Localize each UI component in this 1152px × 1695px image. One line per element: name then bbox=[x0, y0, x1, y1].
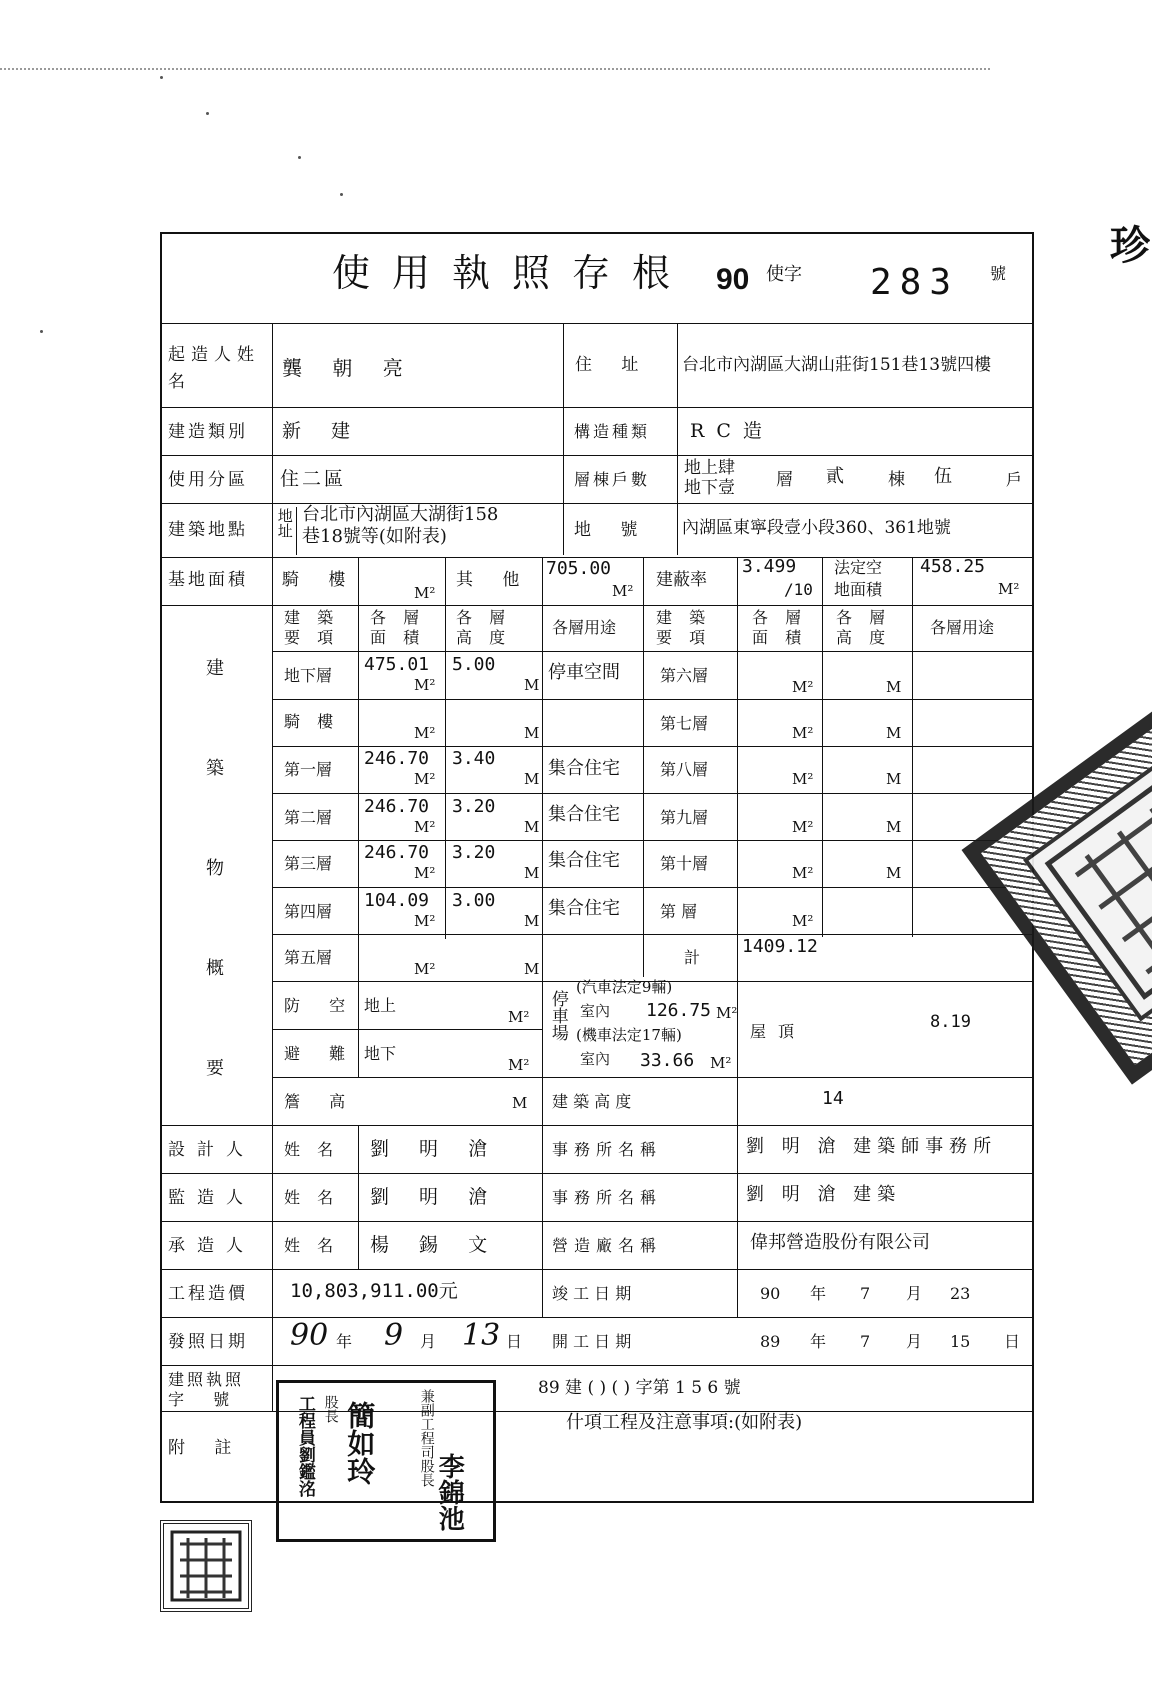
floor-row-use: 集合住宅 bbox=[548, 804, 620, 825]
area-unit: M² bbox=[414, 864, 436, 882]
household-unit: 戶 bbox=[1006, 470, 1023, 489]
moto-parking-area: 33.66 bbox=[640, 1050, 695, 1071]
area-unit: M² bbox=[792, 818, 814, 836]
area-unit: M² bbox=[792, 864, 814, 882]
supervisor-name: 劉 明 滄 bbox=[370, 1186, 500, 1208]
start-day: 15 bbox=[950, 1332, 971, 1351]
stamp-director: 李錦池 bbox=[434, 1453, 465, 1531]
year-unit: 年 bbox=[336, 1332, 353, 1351]
floor-row-name: 第一層 bbox=[284, 760, 333, 779]
area-unit: M² bbox=[414, 960, 436, 978]
start-year: 89 bbox=[760, 1332, 781, 1351]
permit-suffix: 號 bbox=[990, 264, 1007, 283]
scan-artifact-line bbox=[0, 68, 990, 70]
shelter-above: 地上 bbox=[364, 996, 397, 1015]
open-space-label-2: 地面積 bbox=[834, 580, 883, 599]
coverage-value: 3.499 bbox=[742, 556, 797, 577]
building-unit: 棟 bbox=[888, 470, 905, 490]
floor-row-name: 第七層 bbox=[660, 714, 709, 733]
permit-ref-label: 字 號 bbox=[168, 1390, 242, 1409]
eave-height-label: 簷 高 bbox=[284, 1092, 358, 1111]
height-unit: M bbox=[524, 912, 540, 930]
floor-row-height: 3.20 bbox=[452, 796, 496, 817]
build-type-value: 新 建 bbox=[282, 420, 363, 442]
office-label: 事務所名稱 bbox=[552, 1188, 663, 1207]
stamp-director-title: 兼副工程司股長 bbox=[418, 1389, 435, 1487]
remarks-text: 什項工程及注意事項:(如附表) bbox=[566, 1412, 803, 1433]
designer-label: 設計人 bbox=[168, 1140, 255, 1160]
indoor-label: 室內 bbox=[580, 1002, 611, 1020]
area-unit: M² bbox=[792, 724, 814, 742]
zone-value: 住二區 bbox=[280, 468, 347, 490]
permit-ref-label: 建照執照 bbox=[168, 1370, 245, 1389]
building-height-value: 14 bbox=[822, 1088, 844, 1109]
header-height: 各 層 bbox=[836, 608, 892, 627]
issue-day: 13 bbox=[462, 1318, 501, 1353]
start-month: 7 bbox=[860, 1332, 871, 1351]
structure-label: 構造種類 bbox=[574, 422, 651, 441]
open-space-value: 458.25 bbox=[920, 556, 986, 577]
coverage-suffix: /10 bbox=[784, 580, 813, 599]
height-unit: M bbox=[524, 724, 540, 742]
edge-text-fragment: 珍 bbox=[1110, 222, 1150, 269]
zone-label: 使用分區 bbox=[168, 470, 248, 490]
header-height: 高 度 bbox=[456, 628, 512, 647]
year-unit: 年 bbox=[810, 1332, 827, 1351]
address-tag: 地址 bbox=[275, 508, 294, 538]
car-parking-area: 126.75 bbox=[646, 1000, 712, 1021]
lot-label: 地 號 bbox=[574, 520, 650, 540]
floor-row-name: 地下層 bbox=[284, 666, 333, 685]
floors-label: 層棟戶數 bbox=[574, 470, 651, 489]
name-label: 姓 名 bbox=[284, 1140, 340, 1159]
header-area: 面 積 bbox=[370, 628, 426, 647]
issue-date-label: 發照日期 bbox=[168, 1332, 248, 1352]
floor-row-height: 3.40 bbox=[452, 748, 496, 769]
building-height-label: 建 築 高 度 bbox=[552, 1092, 632, 1111]
site-area-label: 基地面積 bbox=[168, 570, 248, 590]
build-type-label: 建造類別 bbox=[168, 422, 248, 442]
floor-row-area: 246.70 bbox=[364, 748, 430, 769]
section-char: 築 bbox=[206, 758, 224, 779]
permit-word: 使字 bbox=[766, 264, 802, 285]
owner-label: 起造人姓名 bbox=[168, 345, 260, 393]
height-unit: M bbox=[886, 770, 902, 788]
scan-speck bbox=[340, 193, 343, 196]
stamp-officer: 簡如玲 bbox=[343, 1401, 377, 1485]
header-item: 建 築 bbox=[656, 608, 712, 627]
floor-row-use: 停車空間 bbox=[548, 662, 620, 683]
issue-year: 90 bbox=[290, 1318, 329, 1353]
month-unit: 月 bbox=[420, 1332, 437, 1351]
site-address-line1: 台北市內湖區大湖街158 bbox=[302, 504, 499, 525]
header-area: 各 層 bbox=[752, 608, 808, 627]
section-char: 建 bbox=[206, 658, 224, 679]
location-label: 建築地點 bbox=[168, 520, 248, 540]
stamp-chief: 股長 bbox=[322, 1395, 339, 1423]
owner-address: 台北市內湖區大湖山莊街151巷13號四樓 bbox=[682, 355, 992, 375]
permit-number: 283 bbox=[870, 262, 960, 303]
floor-row-use: 集合住宅 bbox=[548, 758, 620, 779]
scan-speck bbox=[40, 330, 43, 333]
floor-row-name: 第十層 bbox=[660, 854, 709, 873]
section-char: 概 bbox=[206, 958, 224, 979]
stamp-engineer: 工程員劉鑑洺 bbox=[294, 1395, 315, 1497]
floors-above: 地上肆 bbox=[684, 458, 735, 478]
floor-row-name: 第二層 bbox=[284, 808, 333, 827]
roof-value: 8.19 bbox=[930, 1012, 971, 1032]
floor-row-height: 3.20 bbox=[452, 842, 496, 863]
section-char: 物 bbox=[206, 858, 224, 879]
area-unit: M² bbox=[792, 912, 814, 930]
header-item: 要 項 bbox=[284, 628, 340, 647]
floors-below: 地下壹 bbox=[684, 478, 735, 498]
contractor-name: 楊 錫 文 bbox=[370, 1234, 500, 1256]
floor-row-use: 集合住宅 bbox=[548, 850, 620, 871]
floor-row-height: 5.00 bbox=[452, 654, 496, 675]
supervisor-label: 監造人 bbox=[168, 1188, 255, 1208]
shelter-label-1: 防 空 bbox=[284, 996, 358, 1015]
start-date-label: 開 工 日 期 bbox=[552, 1332, 632, 1351]
open-space-label-1: 法定空 bbox=[834, 558, 883, 577]
official-seal-inner bbox=[1023, 748, 1152, 1021]
area-unit: M² bbox=[414, 770, 436, 788]
floor-row-height: 3.00 bbox=[452, 890, 496, 911]
month-unit: 月 bbox=[906, 1332, 923, 1351]
floor-row-use: 集合住宅 bbox=[548, 898, 620, 919]
area-unit: M² bbox=[414, 818, 436, 836]
designer-name: 劉 明 滄 bbox=[370, 1138, 500, 1160]
building-count: 貳 bbox=[826, 466, 844, 487]
area-unit: M² bbox=[508, 1008, 530, 1026]
other-area-value: 705.00 bbox=[546, 558, 612, 579]
floor-row-name: 第三層 bbox=[284, 854, 333, 873]
contractor-firm: 偉邦營造股份有限公司 bbox=[750, 1232, 930, 1253]
header-item: 要 項 bbox=[656, 628, 712, 647]
area-unit: M² bbox=[716, 1004, 738, 1022]
header-height: 各 層 bbox=[456, 608, 512, 627]
scan-speck bbox=[298, 156, 301, 159]
remarks-label: 附 註 bbox=[168, 1438, 244, 1458]
total-area-value: 1409.12 bbox=[742, 936, 818, 957]
height-unit: M bbox=[512, 1094, 528, 1112]
name-label: 姓 名 bbox=[284, 1236, 340, 1255]
document-title: 使用執照存根 bbox=[332, 251, 693, 295]
other-area-unit: M² bbox=[612, 582, 634, 600]
floor-row-name: 第六層 bbox=[660, 666, 709, 685]
name-label: 姓 名 bbox=[284, 1188, 340, 1207]
floor-row-area: 246.70 bbox=[364, 796, 430, 817]
section-char: 要 bbox=[206, 1058, 224, 1079]
floor-row-name: 第五層 bbox=[284, 948, 333, 967]
floor-row-area: 104.09 bbox=[364, 890, 430, 911]
header-area: 各 層 bbox=[370, 608, 426, 627]
floor-row-area: 475.01 bbox=[364, 654, 430, 675]
height-unit: M bbox=[886, 678, 902, 696]
area-unit: M² bbox=[414, 724, 436, 742]
car-quota-note: (汽車法定9輛) bbox=[576, 978, 673, 996]
height-unit: M bbox=[886, 724, 902, 742]
contractor-label: 承造人 bbox=[168, 1236, 255, 1256]
finish-date-label: 竣 工 日 期 bbox=[552, 1284, 632, 1303]
height-unit: M bbox=[524, 818, 540, 836]
cost-value: 10,803,911.00元 bbox=[290, 1280, 458, 1302]
height-unit: M bbox=[524, 676, 540, 694]
area-unit: M² bbox=[414, 676, 436, 694]
moto-quota-note: (機車法定17輛) bbox=[576, 1026, 682, 1044]
household-count: 伍 bbox=[934, 466, 952, 487]
area-unit: M² bbox=[792, 678, 814, 696]
parking-label: 停車場 bbox=[547, 990, 568, 1041]
finish-month: 7 bbox=[860, 1284, 871, 1303]
floor-row-name: 第九層 bbox=[660, 808, 709, 827]
area-unit: M² bbox=[710, 1054, 732, 1072]
header-height: 高 度 bbox=[836, 628, 892, 647]
shelter-below: 地下 bbox=[364, 1044, 397, 1063]
open-space-unit: M² bbox=[998, 580, 1020, 598]
approval-stamp bbox=[276, 1380, 496, 1542]
cost-label: 工程造價 bbox=[168, 1284, 248, 1304]
lot-value: 內湖區東寧段壹小段360、361地號 bbox=[682, 518, 951, 538]
floor-row-name: 第四層 bbox=[284, 902, 333, 921]
indoor-label: 室內 bbox=[580, 1050, 611, 1068]
height-unit: M bbox=[886, 818, 902, 836]
area-unit: M² bbox=[414, 912, 436, 930]
arcade-unit: M² bbox=[414, 584, 436, 602]
header-use: 各層用途 bbox=[552, 618, 617, 637]
month-unit: 月 bbox=[906, 1284, 923, 1303]
floor-row-name: 騎 樓 bbox=[284, 712, 340, 731]
coverage-label: 建蔽率 bbox=[656, 570, 707, 590]
header-area: 面 積 bbox=[752, 628, 808, 647]
height-unit: M bbox=[524, 770, 540, 788]
height-unit: M bbox=[524, 864, 540, 882]
year-unit: 年 bbox=[810, 1284, 827, 1303]
arcade-label: 騎 樓 bbox=[282, 570, 358, 590]
office-label: 事務所名稱 bbox=[552, 1140, 663, 1159]
day-unit: 日 bbox=[506, 1332, 523, 1351]
shelter-label-2: 避 難 bbox=[284, 1044, 358, 1063]
finish-day: 23 bbox=[950, 1284, 971, 1303]
header-use: 各層用途 bbox=[930, 618, 995, 637]
total-label: 計 bbox=[684, 948, 701, 967]
scan-speck bbox=[160, 76, 163, 79]
height-unit: M bbox=[524, 960, 540, 978]
scan-speck bbox=[206, 112, 209, 115]
issue-month: 9 bbox=[384, 1318, 404, 1353]
height-unit: M bbox=[886, 864, 902, 882]
floor-row-name: 第 層 bbox=[660, 902, 698, 921]
other-label: 其 他 bbox=[456, 570, 532, 590]
structure-value: R C 造 bbox=[690, 420, 765, 442]
site-address-line2: 巷18號等(如附表) bbox=[302, 526, 447, 547]
day-unit: 日 bbox=[1004, 1332, 1021, 1351]
permit-ref-text: 89 建 ( ) ( ) 字第 1 5 6 號 bbox=[538, 1378, 741, 1398]
roof-label: 屋頂 bbox=[750, 1022, 807, 1041]
area-unit: M² bbox=[508, 1056, 530, 1074]
designer-office: 劉 明 滄 建築師事務所 bbox=[746, 1136, 998, 1157]
floor-row-name: 第八層 bbox=[660, 760, 709, 779]
header-item: 建 築 bbox=[284, 608, 340, 627]
floor-row-area: 246.70 bbox=[364, 842, 430, 863]
address-label: 住 址 bbox=[575, 355, 651, 375]
area-unit: M² bbox=[792, 770, 814, 788]
supervisor-office: 劉 明 滄 建築 bbox=[746, 1184, 902, 1205]
floor-unit: 層 bbox=[776, 470, 793, 490]
finish-year: 90 bbox=[760, 1284, 781, 1303]
seal-icon bbox=[160, 1520, 252, 1612]
permit-year: 90 bbox=[716, 263, 750, 296]
firm-label: 營造廠名稱 bbox=[552, 1236, 663, 1255]
owner-name: 龔 朝 亮 bbox=[282, 356, 415, 380]
